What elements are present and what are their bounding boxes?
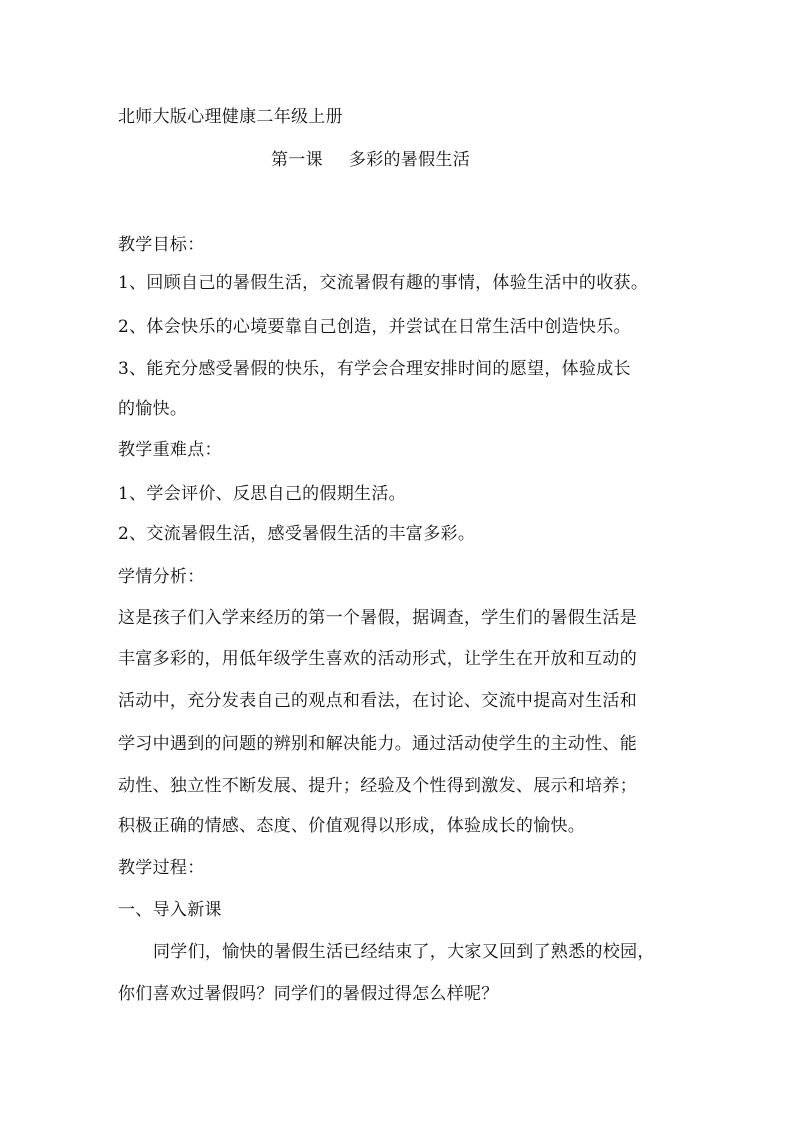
process-heading: 教学过程： bbox=[118, 858, 205, 878]
process-text-line-1: 同学们，愉快的暑假生活已经结束了，大家又回到了熟悉的校园， bbox=[153, 942, 655, 962]
objective-item-3: 3、能充分感受暑假的快乐，有学会合理安排时间的愿望，体验成长 bbox=[118, 359, 631, 379]
key-point-item-2: 2、交流暑假生活，感受暑假生活的丰富多彩。 bbox=[118, 524, 476, 544]
objective-item-3-continuation: 的愉快。 bbox=[118, 399, 188, 419]
analysis-line-5: 动性、独立性不断发展、提升；经验及个性得到激发、展示和培养； bbox=[118, 776, 637, 796]
objective-item-2: 2、体会快乐的心境要靠自己创造，并尝试在日常生活中创造快乐。 bbox=[118, 317, 631, 337]
analysis-line-4: 学习中遇到的问题的辨别和解决能力。通过活动使学生的主动性、能 bbox=[118, 734, 637, 754]
lesson-title-line bbox=[271, 149, 794, 171]
analysis-heading: 学情分析： bbox=[118, 567, 205, 587]
objective-item-1: 1、回顾自己的暑假生活，交流暑假有趣的事情，体验生活中的收获。 bbox=[118, 273, 649, 293]
analysis-line-1: 这是孩子们入学来经历的第一个暑假，据调查，学生们的暑假生活是 bbox=[118, 608, 637, 628]
objectives-heading: 教学目标： bbox=[118, 235, 205, 255]
key-point-item-1: 1、学会评价、反思自己的假期生活。 bbox=[118, 484, 406, 504]
process-step-1: 一、导入新课 bbox=[118, 900, 222, 920]
lesson-number: 第一课 bbox=[271, 150, 323, 170]
process-text-line-2: 你们喜欢过暑假吗？同学们的暑假过得怎么样呢？ bbox=[118, 984, 499, 1004]
analysis-line-6: 积极正确的情感、态度、价值观得以形成，体验成长的愉快。 bbox=[118, 816, 586, 836]
document-header: 北师大版心理健康二年级上册 bbox=[118, 107, 343, 127]
analysis-line-3: 活动中，充分发表自己的观点和看法，在讨论、交流中提高对生活和 bbox=[118, 691, 637, 711]
key-points-heading: 教学重难点： bbox=[118, 440, 222, 460]
lesson-title: 多彩的暑假生活 bbox=[348, 150, 471, 170]
analysis-line-2: 丰富多彩的，用低年级学生喜欢的活动形式，让学生在开放和互动的 bbox=[118, 649, 637, 669]
